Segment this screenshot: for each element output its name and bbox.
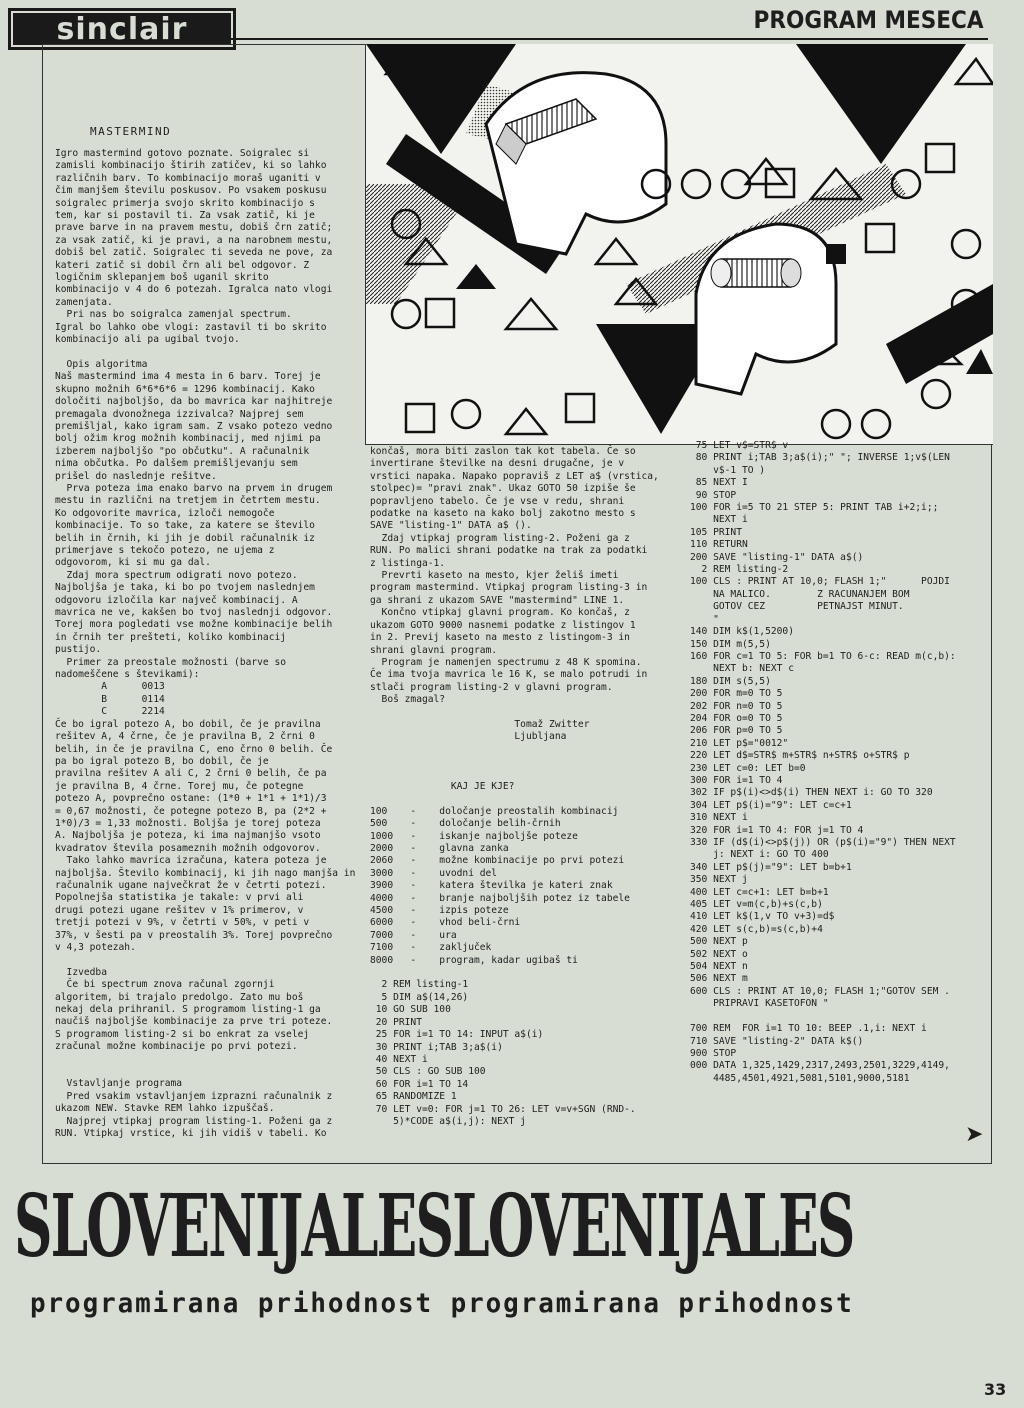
continue-arrow-icon: ➤: [965, 1122, 984, 1147]
article-column-2: končaš, mora biti zaslon tak kot tabela. Če so invertirane številke na desni drugačne, je v vrstici napaka. Napako popraviš z LET a$ (vrstica, stolpec)= "pravi znak". Ukaz GOTO 50 izpiše še popravljeno tabelo. Če je vse v redu, shrani podatke na kaseto na kako bolj zakotno mesto s SAVE "listing-1" DATA a$ (). Zdaj vtipkaj program listing-2. Poženi ga z RUN. Po malici shrani podatke na trak za podatki z listinga-1. Prevrti kaseto na mesto, kjer želiš imeti program mastermind. Vtipkaj program listing-3 in ga shrani z ukazom SAVE "mastermind" LINE 1. Končno vtipkaj glavni program. Ko končaš, z ukazom GOTO 9000 nasnemi podatke z listingov 1 in 2. Previj kaseto na mesto z listingom-3 in shrani glavni program. Program je namenjen spectrumu z 48 K spomina. Če ima tvoja mavrica le 16 K, se malo potrudi in stlači program listing-2 v glavni program. Boš zmagal? Tomaž Zwitter Ljubljana KAJ JE KJE? 100 - določanje preostalih kombinacij 500 - določanje belih-črnih 1000 - iskanje najboljše poteze 2000 - glavna zanka 2060 - možne kombinacije po prvi potezi 3000 - uvodni del 3900 - katera številka je kateri znak 4000 - branje najboljših potez iz tabele 4500 - izpis poteze 6000 - vhod beli-črni 7000 - ura 7100 - zaključek 8000 - program, kadar ugibaš ti 2 REM listing-1 5 DIM a$(14,26) 10 GO SUB 100 20 PRINT 25 FOR i=1 TO 14: INPUT a$(i) 30 PRINT i;TAB 3;a$(i) 40 NEXT i 50 CLS : GO SUB 100 60 FOR i=1 TO 14 65 RANDOMIZE 1 70 LET v=0: FOR j=1 TO 26: LET v=v+SGN (RND-. 5)*CODE a$(i,j): NEXT j: [370, 446, 659, 1127]
footer-banner: SLOVENIJALESLOVENIJALES: [14, 1176, 854, 1277]
listing-column-3: 75 LET v$=STR$ v 80 PRINT i;TAB 3;a$(i);" "; INVERSE 1;v$(LEN v$-1 TO ) 85 NEXT I 90 STOP 100 FOR i=5 TO 21 STEP 5: PRINT TAB i+2;i;; NEXT i 105 PRINT 110 RETURN 200 SAVE "listing-1" DATA a$() 2 REM listing-2 100 CLS : PRINT AT 10,0; FLASH 1;" POJDI NA MALICO. Z RACUNANJEM BOM GOTOV CEZ PETNAJST MINUT. " 140 DIM k$(1,5200) 150 DIM m(5,5) 160 FOR c=1 TO 5: FOR b=1 TO 6-c: READ m(c,b): NEXT b: NEXT c 180 DIM s(5,5) 200 FOR m=0 TO 5 202 FOR n=0 TO 5 204 FOR o=0 TO 5 206 FOR p=0 TO 5 210 LET p$="0012" 220 LET d$=STR$ m+STR$ n+STR$ o+STR$ p 230 LET c=0: LET b=0 300 FOR i=1 TO 4 302 IF p$(i)<>d$(i) THEN NEXT i: GO TO 320 304 LET p$(i)="9": LET c=c+1 310 NEXT i 320 FOR i=1 TO 4: FOR j=1 TO 4 330 IF (d$(i)<>p$(j)) OR (p$(i)="9") THEN NEXT j: NEXT i: GO TO 400 340 LET p$(j)="9": LET b=b+1 350 NEXT j 400 LET c=c+1: LET b=b+1 405 LET v=m(c,b)+s(c,b) 410 LET k$(1,v TO v+3)=d$ 420 LET s(c,b)=s(c,b)+4 500 NEXT p 502 NEXT o 504 NEXT n 506 NEXT m 600 CLS : PRINT AT 10,0; FLASH 1;"GOTOV SEM . PRIPRAVI KASETOFON " 700 REM FOR i=1 TO 10: BEEP .1,i: NEXT i 710 SAVE "listing-2" DATA k$() 900 STOP 000 DATA 1,325,1429,2317,2493,2501,3229,4149, 4485,4501,4921,5081,5101,9000,5181: [690, 440, 956, 1084]
article-column-1: Igro mastermind gotovo poznate. Soigralec si zamisli kombinacijo štirih zatičev, ki so lahko različnih barv. To kombinacijo moraš uganiti v čim manjšem številu poskusov. Po vsakem poskusu soigralec primerja svojo skrito kombinacijo s tem, kar si postavil ti. Za vsak zatič, ki je prave barve in na pravem mestu, dobiš črn zatič; za vsak zatič, ki je pravi, a na narobnem mestu, dobiš bel zatič. Soigralec ti seveda ne pove, za kateri zatič si dobil črn ali bel odgovor. Z logičnim sklepanjem boš uganil skrito kombinacijo v 4 do 6 potezah. Igralca nato vlogi zamenjata. Pri nas bo soigralca zamenjal spectrum. Igral bo lahko obe vlogi: zastavil ti bo skrito kombinacijo ali pa ugibal tvojo. Opis algoritma Naš mastermind ima 4 mesta in 6 barv. Torej je skupno možnih 6*6*6*6 = 1296 kombinacij. Kako določiti najboljšo, da bo mavrica kar najhitreje premagala dvonožnega izzivalca? Najprej sem premišljal, kako igram sam. Z vsako potezo vedno bolj ožim krog možnih kombinacij, med njimi pa izberem najboljšo "po občutku". A računalnik nima občutka. Po dalšem premišljevanju sem prišel do naslednje rešitve. Prva poteza ima enako barvo na prvem in drugem mestu in različni na tretjem in četrtem mestu. Ko odgovorite mavrica, izloči nemogoče kombinacije. To so take, za katere se število belih in črnih, ki jih je dobil računalnik iz primerjave s tekočo potezo, ne ujema z odgovorom, ki si mu ga dal. Zdaj mora spectrum odigrati novo potezo. Najboljša je taka, ki bo po tvojem naslednjem odgovoru izločila kar največ kombinacij. A mavrica ne ve, kakšen bo tvoj naslednji odgovor. Torej mora pogledati vse možne kombinacije belih in črnih ter prešteti, koliko kombinacij pustijo. Primer za preostale možnosti (barve so nadomeščene s števikami): A 0013 B 0114 C 2214 Če bo igral potezo A, bo dobil, če je pravilna rešitev A, 4 črne, če je pravilna B, 2 črni 0 belih, in če je pravilna C, eno črno 0 belih. Če pa bo igral potezo B, bo dobil, če je pravilna rešitev A ali C, 2 črni 0 belih, če pa je pravilna B, 4 črne. Torej mu, če potegne potezo A, povprečno ostane: (1*0 + 1*1 + 1*1)/3 = 0,67 možnosti, če potegne potezo B, pa (2*2 + 1*0)/3 = 1,33 možnosti. Boljša je torej poteza A. Najboljša je poteza, ki ima najmanjšo vsoto kvadratov števila posameznih možnih odgovorov. Tako lahko mavrica izračuna, katera poteza je najboljša. Število kombinacij, ki jih nago manjša in računalnik ugane največkrat že v četrti potezi. Popolnejša statistika je takale: v prvi ali drugi potezi ugane rešitev v 1% primerov, v tretji potezi v 9%, v četrti v 50%, v peti v 37%, v šesti pa v preostalih 3%. Torej povprečno v 4,3 potezah. Izvedba Če bi spectrum znova računal zgornji algoritem, bi trajalo predolgo. Zato mu boš nekaj dela prihranil. S programom listing-1 ga naučiš najboljše kombinacije za prve tri poteze. S programom listing-2 si bo enkrat za vselej zračunal možne kombinacije po prvi potezi. Vstavljanje programa Pred vsakim vstavljanjem izprazni računalnik z ukazom NEW. Stavke REM lahko izpuščaš. Najprej vtipkaj program listing-1. Poženi ga z RUN. Vtipkaj vrstice, ki jih vidiš v tabeli. Ko: [55, 148, 356, 1140]
logo-text: sinclair: [56, 11, 188, 47]
illustration: [365, 44, 993, 445]
header-rule: [230, 38, 988, 40]
geometric-heads-illustration: [366, 44, 993, 444]
article-title: MASTERMIND: [90, 125, 172, 138]
page-number: 33: [984, 1380, 1007, 1399]
footer-tagline: programirana prihodnost programirana prihodnost: [30, 1288, 854, 1319]
section-rubric: PROGRAM MESECA: [753, 6, 984, 34]
